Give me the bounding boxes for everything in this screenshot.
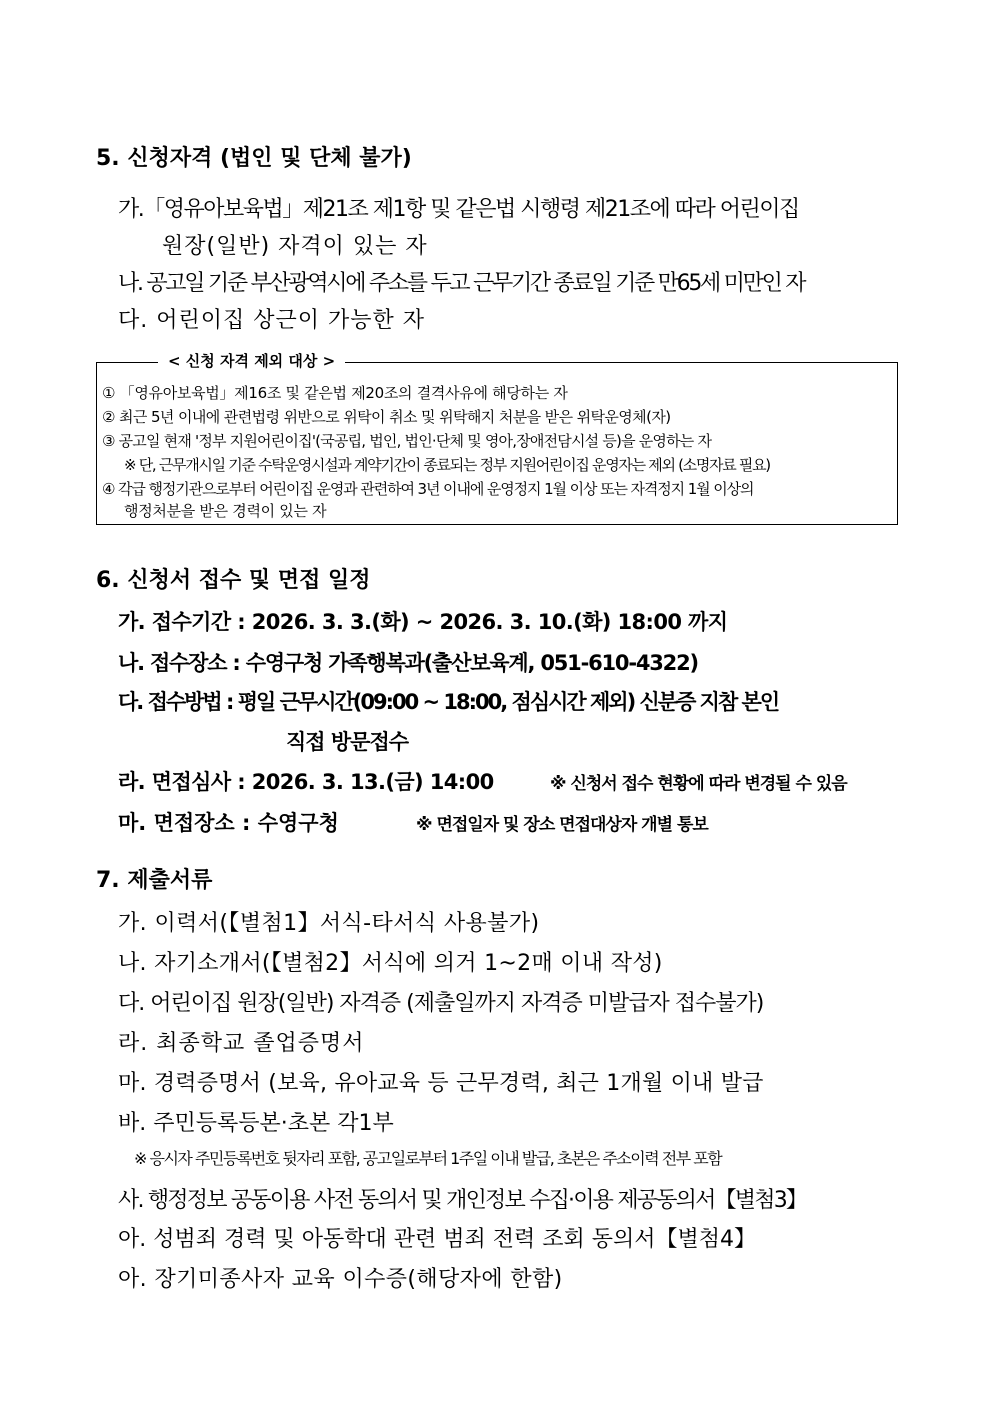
s5-item-b: 나. 공고일 기준 부산광역시에 주소를 두고 근무기간 종료일 기준 만65세 미만인 자	[118, 271, 805, 296]
s6-item-d: 라. 면접심사 : 2026. 3. 13.(금) 14:00	[118, 770, 494, 794]
exclusion-item-4-line1: ④ 각급 행정기관으로부터 어린이집 운영과 관련하여 3년 이내에 운영정지 1월 이상 또는 자격정지 1월 이상의	[102, 480, 754, 498]
s7-item-g: 사. 행정정보 공동이용 사전 동의서 및 개인정보 수집·이용 제공동의서【별첨3】	[118, 1188, 807, 1213]
s5-item-a-line2: 원장(일반) 자격이 있는 자	[162, 234, 428, 259]
s6-item-b: 나. 접수장소 : 수영구청 가족행복과(출산보육계, 051-610-4322)	[118, 651, 698, 675]
s5-item-c: 다. 어린이집 상근이 가능한 자	[118, 308, 425, 333]
s7-item-f-note: ※ 응시자 주민등록번호 뒷자리 포함, 공고일로부터 1주일 이내 발급, 초본은 주소이력 전부 포함	[134, 1149, 722, 1168]
s7-item-c: 다. 어린이집 원장(일반) 자격증 (제출일까지 자격증 미발급자 접수불가)	[118, 991, 764, 1016]
s6-item-d-note: ※ 신청서 접수 현황에 따라 변경될 수 있음	[550, 774, 847, 794]
section-7-heading: 7. 제출서류	[96, 868, 213, 893]
exclusion-item-4-line2: 행정처분을 받은 경력이 있는 자	[124, 502, 327, 520]
s6-item-e: 마. 면접장소 : 수영구청	[118, 811, 339, 835]
exclusion-item-2: ② 최근 5년 이내에 관련법령 위반으로 위탁이 취소 및 위탁해지 처분을 받은 위탁운영체(자)	[102, 408, 671, 426]
s7-item-e: 마. 경력증명서 (보육, 유아교육 등 근무경력, 최근 1개월 이내 발급	[118, 1071, 764, 1096]
s6-item-c-line1: 다. 접수방법 : 평일 근무시간(09:00 ~ 18:00, 점심시간 제외) 신분증 지참 본인	[118, 690, 779, 714]
s6-item-e-note: ※ 면접일자 및 장소 면접대상자 개별 통보	[416, 815, 708, 835]
section-5-heading: 5. 신청자격 (법인 및 단체 불가)	[96, 146, 412, 171]
exclusion-item-3-note: ※ 단, 근무개시일 기준 수탁운영시설과 계약기간이 종료되는 정부 지원어린이집 운영자는 제외 (소명자료 필요)	[124, 456, 770, 474]
s7-item-h: 아. 성범죄 경력 및 아동학대 관련 범죄 전력 조회 동의서【별첨4】	[118, 1227, 756, 1252]
s5-item-a-line1: 가.「영유아보육법」제21조 제1항 및 같은법 시행령 제21조에 따라 어린이집	[118, 197, 799, 222]
section-6-heading: 6. 신청서 접수 및 면접 일정	[96, 568, 371, 593]
s7-item-d: 라. 최종학교 졸업증명서	[118, 1031, 365, 1056]
s7-item-a: 가. 이력서(【별첨1】서식-타서식 사용불가)	[118, 911, 540, 936]
s6-item-c-line2: 직접 방문접수	[286, 730, 409, 754]
s7-item-f: 바. 주민등록등본·초본 각1부	[118, 1111, 394, 1136]
s6-item-a: 가. 접수기간 : 2026. 3. 3.(화) ~ 2026. 3. 10.(화) 18:00 까지	[118, 610, 728, 634]
exclusion-box-title: < 신청 자격 제외 대상 >	[158, 350, 345, 371]
exclusion-item-3: ③ 공고일 현재 '정부 지원어린이집'(국공립, 법인, 법인·단체 및 영아,장애전담시설 등)을 운영하는 자	[102, 432, 712, 450]
exclusion-item-1: ① 「영유아보육법」제16조 및 같은법 제20조의 결격사유에 해당하는 자	[102, 384, 568, 402]
s7-item-i: 아. 장기미종사자 교육 이수증(해당자에 한함)	[118, 1267, 563, 1292]
s7-item-b: 나. 자기소개서(【별첨2】서식에 의거 1~2매 이내 작성)	[118, 951, 663, 976]
